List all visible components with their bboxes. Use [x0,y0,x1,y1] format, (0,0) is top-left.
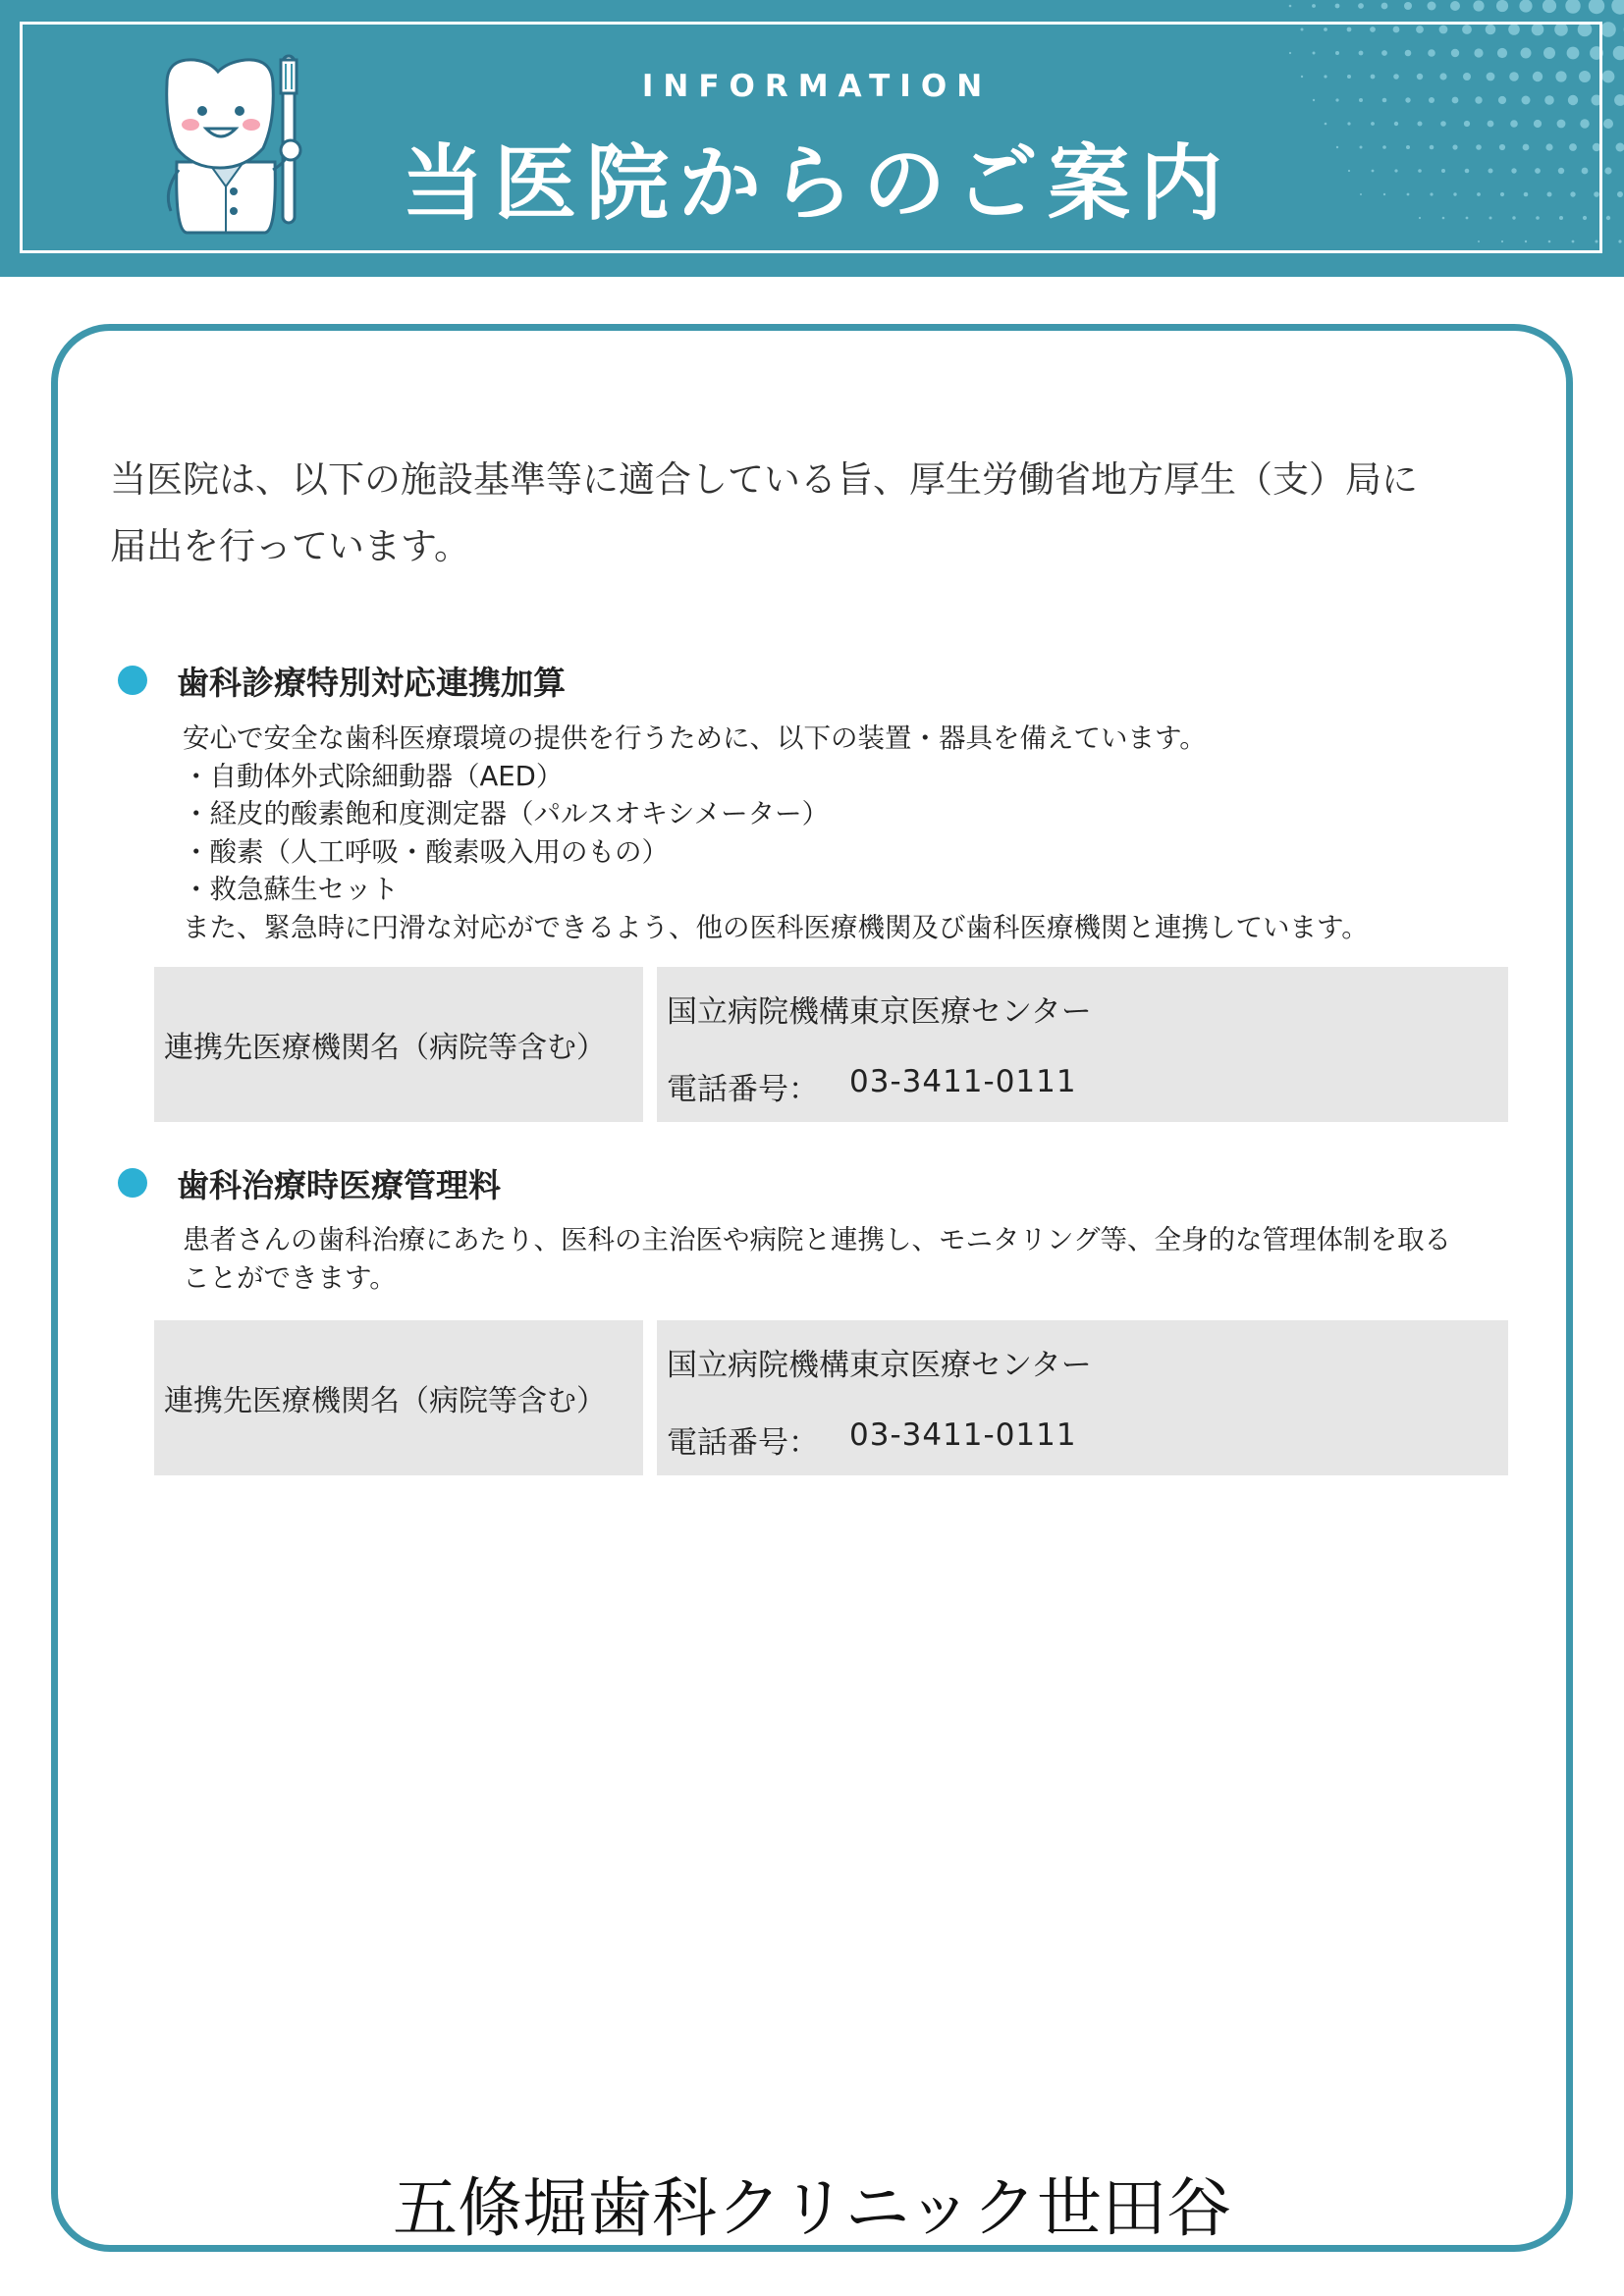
body-line: また、緊急時に円滑な対応ができるよう、他の医科医療機関及び歯科医療機関と連携しています。 [183,911,1369,943]
intro-line-2: 届出を行っています。 [110,525,471,567]
halftone-dot [1543,0,1556,13]
intro-line-1: 当医院は、以下の施設基準等に適合している旨、厚生労働省地方厚生（支）局に [110,458,1418,501]
halftone-dot [1496,0,1508,12]
section-body-1 [183,720,1498,946]
tel-number: 03-3411-0111 [849,1417,1077,1453]
tel-number: 03-3411-0111 [849,1064,1077,1099]
section-title-2: 歯科治療時医療管理料 [177,1165,501,1204]
tel-label: 電話番号： [667,1072,819,1107]
intro-text [110,447,1534,580]
partner-table-2 [154,1320,1508,1475]
section-heading-2 [118,1158,501,1207]
partner-info [657,1320,1508,1475]
header-banner [0,0,1624,277]
body-line: 患者さんの歯科治療にあたり、医科の主治医や病院と連携し、モニタリング等、全身的な管理体制を取ることができます。 [183,1224,1451,1294]
body-line: ・自動体外式除細動器（AED） [183,760,564,792]
halftone-dot [1519,0,1532,13]
halftone-dot [1404,2,1412,10]
body-line: ・酸素（人工呼吸・酸素吸入用のもの） [183,835,669,868]
hospital-name: 国立病院機構東京医療センター [667,994,1092,1030]
partner-info [657,967,1508,1122]
bullet-icon [118,666,147,695]
halftone-dot [1473,0,1484,11]
body-line: ・救急蘇生セット [183,874,399,905]
body-line: ・経皮的酸素飽和度測定器（パルスオキシメーター） [183,798,830,829]
halftone-dot [1589,0,1604,14]
partner-label: 連携先医療機関名（病院等含む） [154,1320,643,1475]
halftone-dot [1312,4,1316,8]
page-title: 当医院からのご案内 [401,135,1232,232]
halftone-dot [1450,1,1460,11]
halftone-dot [1565,0,1580,14]
hospital-name: 国立病院機構東京医療センター [667,1348,1092,1383]
bullet-icon [118,1168,147,1198]
halftone-dot [1335,4,1340,9]
halftone-dot [1600,22,1616,37]
halftone-dot [1381,3,1388,10]
section-title-1: 歯科診療特別対応連携加算 [177,663,566,702]
halftone-dot [1358,3,1364,9]
tel-label: 電話番号： [667,1425,819,1461]
halftone-dot [1618,240,1621,242]
body-line: 安心で安全な歯科医療環境の提供を行うために、以下の装置・器具を備えています。 [183,722,1207,754]
halftone-dot [1428,2,1436,11]
halftone-dot [1611,0,1624,15]
halftone-dot [1613,46,1624,61]
section-body-2 [183,1221,1459,1297]
section-heading-1 [118,656,566,705]
banner-subtitle: INFORMATION [641,69,993,104]
partner-table-1 [154,967,1508,1122]
halftone-dot [1289,5,1292,8]
partner-label: 連携先医療機関名（病院等含む） [154,967,643,1122]
clinic-name: 五條堀歯科クリニック世田谷 [392,2170,1232,2246]
